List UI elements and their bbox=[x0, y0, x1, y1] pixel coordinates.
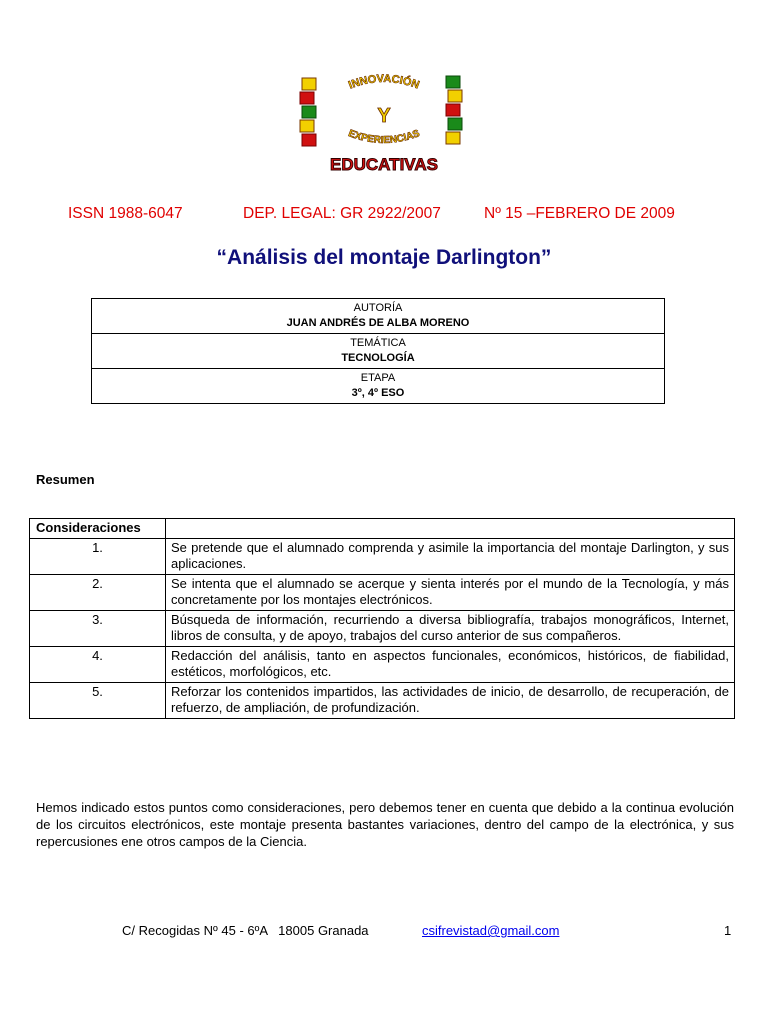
logo-banner-text: EDUCATIVAS bbox=[330, 155, 438, 174]
stage-value: 3º, 4º ESO bbox=[351, 387, 405, 399]
row-text: Reforzar los contenidos impartidos, las actividades de inicio, de desarrollo, de recuperación, de refuerzo, de ampliación, de profundización. bbox=[166, 683, 735, 719]
theme-label: TEMÁTICA bbox=[350, 337, 406, 349]
magazine-logo bbox=[296, 72, 472, 176]
footer-email-link[interactable]: csifrevistad@gmail.com bbox=[422, 923, 560, 938]
authorship-label: AUTORÍA bbox=[353, 302, 403, 314]
considerations-header-row bbox=[30, 519, 735, 539]
theme-value: TECNOLOGÍA bbox=[341, 352, 415, 364]
issn: ISSN 1988-6047 bbox=[68, 205, 183, 222]
theme-row bbox=[92, 334, 665, 369]
table-row bbox=[30, 575, 735, 611]
issue-date: Nº 15 –FEBRERO DE 2009 bbox=[484, 205, 675, 222]
authorship-value: JUAN ANDRÉS DE ALBA MORENO bbox=[286, 317, 470, 329]
article-title: “Análisis del montaje Darlington” bbox=[216, 246, 552, 269]
logo-middle-text: Y bbox=[377, 105, 391, 127]
footer-address: C/ Recogidas Nº 45 - 6ºA 18005 Granada bbox=[122, 923, 369, 938]
legal-deposit: DEP. LEGAL: GR 2922/2007 bbox=[243, 205, 441, 222]
theme-cell bbox=[92, 334, 665, 369]
table-row bbox=[30, 611, 735, 647]
row-number: 5. bbox=[30, 683, 166, 719]
body-paragraph: Hemos indicado estos puntos como consideraciones, pero debemos tener en cuenta que debido a la continua evolución de los circuitos electrónicos, este montaje presenta bastantes variaciones, dentro del campo de la electrónica, y sus repercusiones ene otros campos de la Ciencia. bbox=[36, 800, 734, 849]
stage-row bbox=[92, 369, 665, 404]
row-number: 2. bbox=[30, 575, 166, 611]
table-row bbox=[30, 647, 735, 683]
considerations-header-empty bbox=[166, 519, 735, 539]
logo-bottom-text: EXPERIENCIAS bbox=[346, 128, 422, 147]
row-number: 1. bbox=[30, 539, 166, 575]
table-row bbox=[30, 683, 735, 719]
article-metadata-table bbox=[91, 298, 665, 404]
row-text: Búsqueda de información, recurriendo a diversa bibliografía, trabajos monográficos, Internet, libros de consulta, y de apoyo, trabajos del curso anterior de sus compañeros. bbox=[166, 611, 735, 647]
logo-left-column bbox=[300, 78, 316, 146]
row-text: Se pretende que el alumnado comprenda y asimile la importancia del montaje Darlington, y sus aplicaciones. bbox=[166, 539, 735, 575]
authorship-cell bbox=[92, 299, 665, 334]
stage-label: ETAPA bbox=[360, 372, 396, 384]
authorship-row bbox=[92, 299, 665, 334]
svg-text:INNOVACIÓN bbox=[347, 73, 421, 92]
logo-right-column bbox=[446, 76, 462, 144]
summary-heading: Resumen bbox=[36, 472, 95, 487]
row-text: Redacción del análisis, tanto en aspectos funcionales, económicos, históricos, de fiabilidad, estéticos, morfológicos, etc. bbox=[166, 647, 735, 683]
row-number: 3. bbox=[30, 611, 166, 647]
table-row bbox=[30, 539, 735, 575]
stage-cell bbox=[92, 369, 665, 404]
row-number: 4. bbox=[30, 647, 166, 683]
considerations-table bbox=[29, 518, 735, 719]
row-text: Se intenta que el alumnado se acerque y sienta interés por el mundo de la Tecnología, y más concretamente por los montajes electrónicos. bbox=[166, 575, 735, 611]
svg-text:EXPERIENCIAS bbox=[347, 128, 422, 146]
logo-top-text: INNOVACIÓN bbox=[346, 72, 421, 92]
considerations-header: Consideraciones bbox=[30, 519, 166, 539]
logo-graphic bbox=[296, 72, 472, 176]
page-number: 1 bbox=[724, 923, 732, 938]
